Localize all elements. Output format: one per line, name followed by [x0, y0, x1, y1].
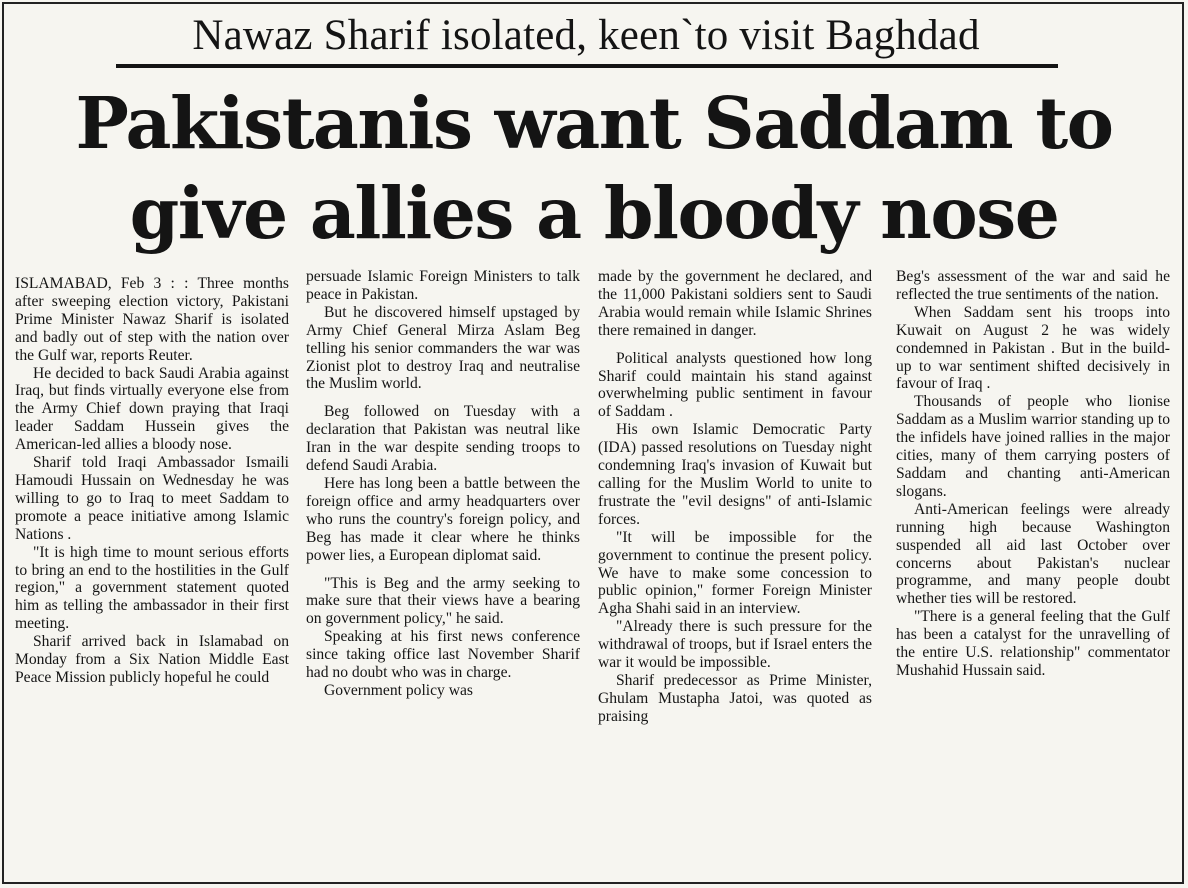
paragraph: persuade Islamic Foreign Ministers to talk peace in Pakistan.	[306, 268, 580, 303]
paragraph: Sharif told Iraqi Ambassador Ismaili Hamoudi Hussain on Wednesday he was willing to go to Iraq to meet Saddam to promote a peace initiative among Islamic Nations .	[15, 454, 289, 543]
paragraph: Political analysts questioned how long Sharif could maintain his stand against overwhelming public sentiment in favour of Saddam .	[598, 349, 872, 421]
paragraph: "Already there is such pressure for the withdrawal of troops, but if Israel enters the war it would be impossible.	[598, 618, 872, 672]
article-column-2	[306, 268, 580, 880]
paragraph: Beg followed on Tuesday with a declaration that Pakistan was neutral like Iran in the war despite sending troops to defend Saudi Arabia.	[306, 403, 580, 475]
article-column-3	[598, 268, 872, 880]
paragraph: "This is Beg and the army seeking to make sure that their views have a bearing on government policy," he said.	[306, 574, 580, 628]
paragraph: Sharif arrived back in Islamabad on Monday from a Six Nation Middle East Peace Mission publicly hopeful he could	[15, 633, 289, 686]
main-headline	[10, 78, 1178, 258]
paragraph: Here has long been a battle between the foreign office and army headquarters over who runs the country's foreign policy, and Beg has made it clear where he thinks power lies, a European diplomat said.	[306, 474, 580, 564]
paragraph: ISLAMABAD, Feb 3 : : Three months after sweeping election victory, Pakistani Prime Minister Nawaz Sharif is isolated and badly out of step with the nation over the Gulf war, reports Reuter.	[15, 275, 289, 364]
paragraph: "It will be impossible for the government to continue the present policy. We have to make some concession to public opinion," former Foreign Minister Agha Shahi said in an interview.	[598, 528, 872, 618]
paragraph: When Saddam sent his troops into Kuwait on August 2 he was widely condemned in Pakistan . But in the build-up to war sentiment shifted decisively in favour of Iraq .	[896, 303, 1170, 393]
kicker-rule	[116, 64, 1058, 68]
paragraph: Speaking at his first news conference since taking office last November Sharif had no doubt who was in charge.	[306, 628, 580, 682]
paragraph: "There is a general feeling that the Gulf has been a catalyst for the unravelling of the entire U.S. relationship" commentator Mushahid Hussain said.	[896, 608, 1170, 679]
paragraph: Government policy was	[324, 681, 473, 699]
headline-line-1: Pakistanis want Saddam to	[75, 81, 1113, 165]
paragraph: "It is high time to mount serious efforts to bring an end to the hostilities in the Gulf region," a government statement quoted him as telling the ambassador in their first meeting.	[15, 543, 289, 633]
paragraph: made by the government he declared, and the 11,000 Pakistani soldiers sent to Saudi Arabia would remain while Islamic Shrines there remained in danger.	[598, 268, 872, 339]
paragraph: Sharif predecessor as Prime Minister, Ghulam Mustapha Jatoi, was quoted as praising	[598, 671, 872, 725]
article-column-1	[15, 275, 289, 887]
paragraph: Beg's assessment of the war and said he reflected the true sentiments of the nation.	[896, 268, 1170, 303]
paragraph: His own Islamic Democratic Party (IDA) passed resolutions on Tuesday night condemning Iraq's invasion of Kuwait but calling for the Muslim World to unite to frustrate the "evil designs" of anti-Islamic forces.	[598, 421, 872, 528]
paragraph: He decided to back Saudi Arabia against Iraq, but finds virtually everyone else from the Army Chief down praying that Iraqi leader Saddam Hussein gives the American-led allies a bloody nose.	[15, 364, 289, 454]
paragraph: But he discovered himself upstaged by Army Chief General Mirza Aslam Beg telling his senior commanders the war was Zionist plot to destroy Iraq and neutralise the Muslim world.	[306, 303, 580, 393]
headline-line-2: give allies a bloody nose	[129, 171, 1059, 255]
paragraph: Thousands of people who lionise Saddam as a Muslim warrior standing up to the infidels have joined rallies in the major cities, many of them carrying posters of Saddam and chanting anti-American slogans.	[896, 393, 1170, 500]
kicker-headline: Nawaz Sharif isolated, keen`to visit Baghdad	[192, 12, 980, 59]
article-column-4	[896, 268, 1170, 880]
paragraph: Anti-American feelings were already running high because Washington suspended all aid last October over concerns about Pakistan's nuclear programme, and many people doubt whether ties will be restored.	[896, 500, 1170, 608]
